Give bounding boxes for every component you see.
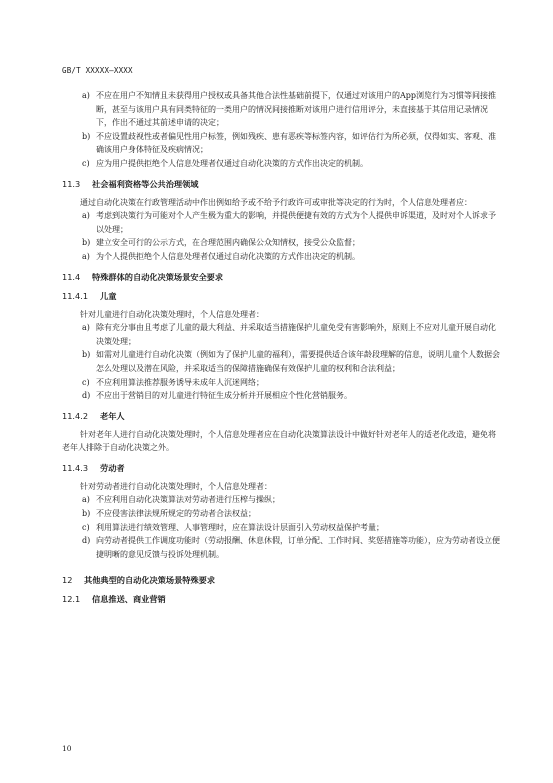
list-text: 除有充分事由且考虑了儿童的最大利益、并采取适当措施保护儿童免受有害影响外，原则上不应对儿童开展自动化决策处理； xyxy=(96,323,496,346)
section-heading-11-4 xyxy=(62,272,502,283)
list-text: 不应在用户不知情且未获得用户授权或具备其他合法性基础前提下，仅通过对该用户的App浏览行为习惯等间接推断，甚至与该用户具有同类特征的一类用户的情况间接推断对该用户进行信用评分，未直接基于其信用记录情况下，作出不通过其前述申请的决定； xyxy=(96,91,497,128)
section-number: 11.3 xyxy=(62,178,81,189)
list-marker: b) xyxy=(82,238,91,248)
list-marker: b) xyxy=(82,509,91,519)
paragraph-11-4-3-intro: 针对劳动者进行自动化决策处理时，个人信息处理者： xyxy=(80,481,272,491)
list-marker: c) xyxy=(82,522,90,532)
list-item xyxy=(62,389,502,403)
list-marker: a) xyxy=(82,323,90,333)
paragraph-11-4-2-intro: 针对老年人进行自动化决策处理时，个人信息处理者应在自动化决策算法设计中做好针对老年人的适老化改造，避免将老年人排除于自动化决策之外。 xyxy=(62,429,496,453)
list-text: 不应利用自动化决策算法对劳动者进行压榨与操纵； xyxy=(96,495,280,505)
list-text: 应为用户提供拒绝个人信息处理者仅通过自动化决策的方式作出决定的机制。 xyxy=(96,158,368,168)
list-text: 利用算法进行绩效管理、人事管理时，应在算法设计层面引入劳动权益保护考量； xyxy=(96,522,384,532)
list-item xyxy=(62,521,502,535)
page-number: 10 xyxy=(62,744,72,753)
list-item xyxy=(62,250,502,264)
list-marker: a) xyxy=(82,211,90,221)
list-item xyxy=(62,209,502,236)
section-title: 老年人 xyxy=(100,410,125,421)
list-11-4-1 xyxy=(62,321,502,403)
list-marker: d) xyxy=(82,536,91,546)
list-text: 不应利用算法推荐服务诱导未成年人沉迷网络； xyxy=(96,377,264,387)
list-item xyxy=(62,348,502,375)
section-number: 12 xyxy=(62,575,73,586)
list-marker: b) xyxy=(82,131,91,141)
list-item xyxy=(62,236,502,250)
list-text: 为个人提供拒绝个人信息处理者仅通过自动化决策的方式作出决定的机制。 xyxy=(96,251,360,261)
section-heading-12-1 xyxy=(62,594,502,605)
section-title: 信息推送、商业营销 xyxy=(92,594,166,605)
list-item xyxy=(62,376,502,390)
list-marker: a) xyxy=(82,495,90,505)
section-number: 11.4.2 xyxy=(62,410,89,421)
list-marker: a) xyxy=(82,251,90,261)
list-text: 不应设置歧视性或者偏见性用户标签，例如残疾、患有恶疾等标签内容，如评估行为所必须，仅得如实、客观、准确该用户身体特征及疾病情况； xyxy=(96,131,496,155)
list-item xyxy=(62,534,502,561)
page-content xyxy=(62,89,502,611)
section-heading-11-4-2 xyxy=(62,411,502,422)
section-title: 劳动者 xyxy=(100,462,125,473)
section-title: 社会福利资格等公共治理领域 xyxy=(92,178,199,189)
list-item xyxy=(62,130,502,157)
section-number: 12.1 xyxy=(62,594,81,605)
list-marker: d) xyxy=(82,391,91,401)
list-marker: c) xyxy=(82,158,90,168)
list-item xyxy=(62,493,502,507)
section-number: 11.4.3 xyxy=(62,462,89,473)
page-header-doc-id: GB/T XXXXX—XXXX xyxy=(62,66,133,75)
list-item xyxy=(62,321,502,348)
section-heading-11-4-1 xyxy=(62,291,502,302)
section-title: 其他典型的自动化决策场景特殊要求 xyxy=(84,575,216,586)
list-marker: c) xyxy=(82,377,90,387)
list-text: 如需对儿童进行自动化决策（例如为了保护儿童的福利），需要提供适合该年龄段理解的信息，说明儿童个人数据会怎么处理以及潜在风险，并采取适当的保障措施确保有效保护儿童的权利和合法利益； xyxy=(96,350,500,373)
section-heading-11-4-3 xyxy=(62,463,502,474)
section-number: 11.4 xyxy=(62,271,81,282)
list-text: 不应侵害法律法规所规定的劳动者合法权益； xyxy=(96,509,256,519)
list-11-3 xyxy=(62,209,502,263)
list-item xyxy=(62,157,502,171)
section-number: 11.4.1 xyxy=(62,290,89,301)
list-block1 xyxy=(62,89,502,171)
section-title: 儿童 xyxy=(100,290,117,301)
section-heading-12 xyxy=(62,575,502,586)
section-title: 特殊群体的自动化决策场景安全要求 xyxy=(92,271,224,282)
list-marker: a) xyxy=(82,91,90,100)
list-text: 向劳动者提供工作调度功能时（劳动报酬、休息休假，订单分配、工作时间、奖惩措施等功能），应为劳动者设立便捷明晰的意见反馈与投诉处理机制。 xyxy=(96,536,500,559)
section-heading-11-3 xyxy=(62,179,502,190)
list-marker: b) xyxy=(82,350,91,360)
paragraph-11-3-intro: 通过自动化决策在行政管理活动中作出例如给予或不给予行政许可或审批等决定的行为时，个人信息处理者应： xyxy=(80,197,472,207)
list-text: 建立安全可行的公示方式，在合理范围内确保公众知情权，接受公众监督； xyxy=(96,238,360,248)
list-11-4-3 xyxy=(62,493,502,561)
list-text: 不应出于营销目的对儿童进行特征生成分析并开展相应个性化营销服务。 xyxy=(96,391,352,401)
list-item xyxy=(62,507,502,521)
paragraph-11-4-1-intro: 针对儿童进行自动化决策处理时，个人信息处理者： xyxy=(80,309,264,319)
list-item xyxy=(62,89,502,130)
list-text: 考虑到决策行为可能对个人产生极为重大的影响，并提供便捷有效的方式为个人提供申诉渠道，及时对个人诉求予以处理； xyxy=(96,211,496,234)
